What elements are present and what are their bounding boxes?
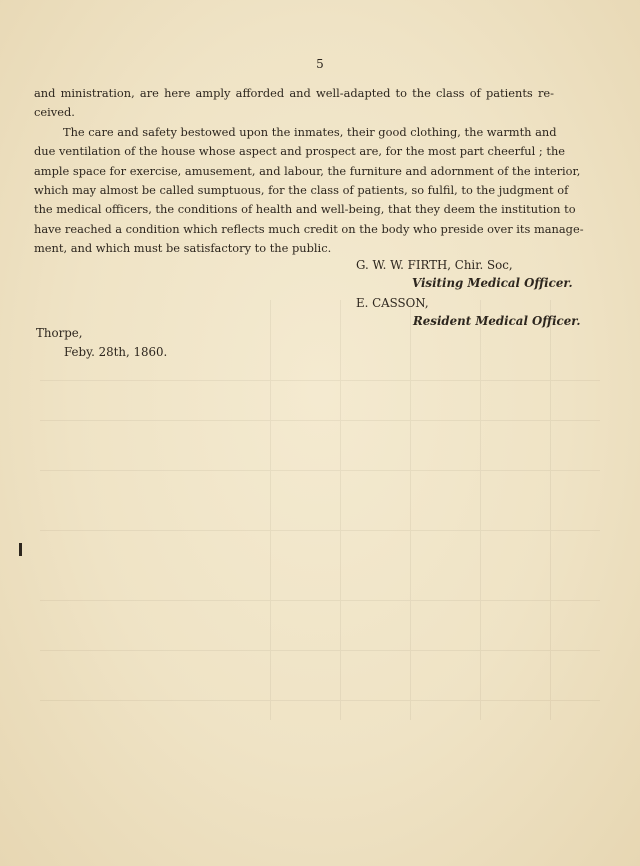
date-line: Feby. 28th, 1860.	[64, 345, 168, 359]
firth-title: Visiting Medical Officer.	[412, 276, 573, 290]
place-name: Thorpe,	[36, 326, 83, 340]
paragraph-2	[34, 123, 584, 259]
firth-signature: G. W. W. FIRTH, Chir. Soc,	[356, 258, 513, 272]
text-line: due ventilation of the house whose aspect and prospect are, for the most part cheerful ; the	[34, 144, 566, 159]
page-number: 5	[316, 57, 324, 71]
text-line: which may almost be called sumptuous, for the class of patients, so fulfil, to the judgment of	[34, 183, 569, 198]
text-line: and ministration, are here amply afforded and well-adapted to the class of patients re-	[34, 86, 554, 100]
text-line: have reached a condition which reflects much credit on the body who preside over its manage-	[34, 221, 584, 236]
margin-mark	[19, 543, 22, 556]
body-text	[34, 84, 584, 259]
text-line: the medical officers, the conditions of health and well-being, that they deem the institution to	[34, 202, 576, 217]
casson-signature: E. CASSON,	[356, 296, 429, 310]
text-line: ment, and which must be satisfactory to the public.	[34, 241, 332, 256]
text-line: ample space for exercise, amusement, and labour, the furniture and adornment of the interior,	[34, 163, 581, 178]
paragraph-1	[34, 84, 554, 123]
casson-title: Resident Medical Officer.	[413, 314, 581, 328]
text-line: ceived.	[34, 105, 75, 120]
text-line: The care and safety bestowed upon the inmates, their good clothing, the warmth and	[63, 124, 557, 139]
